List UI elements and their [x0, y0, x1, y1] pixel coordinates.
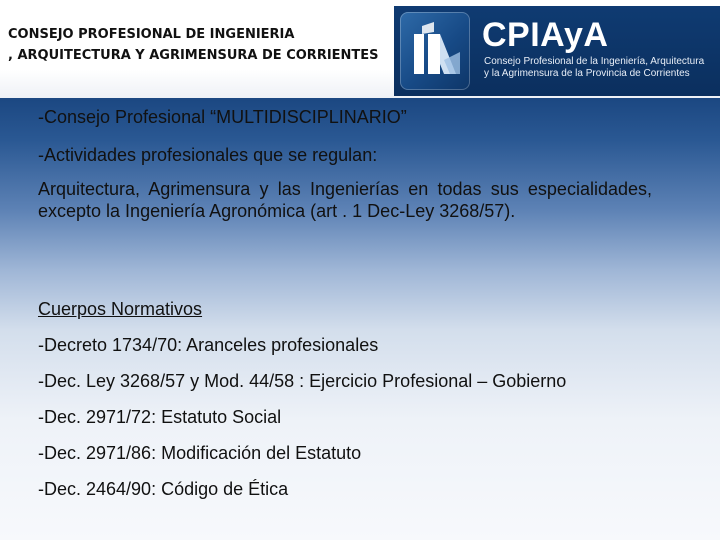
logo-subtitle-line-2: y la Agrimensura de la Provincia de Corrientes	[484, 68, 690, 79]
logo-subtitle	[484, 56, 716, 80]
norm-item: -Dec. Ley 3268/57 y Mod. 44/58 : Ejercicio Profesional – Gobierno	[38, 371, 567, 391]
org-title-line-1: CONSEJO PROFESIONAL DE INGENIERIA	[8, 27, 295, 42]
org-title	[8, 24, 398, 66]
header	[0, 0, 720, 98]
org-title-line-2: , ARQUITECTURA Y AGRIMENSURA DE CORRIENTES	[8, 48, 379, 63]
cpiaya-logo	[394, 6, 720, 96]
activities-paragraph: Arquitectura, Agrimensura y las Ingenierías en todas sus especialidades, excepto la Ingeniería Agronómica (art . 1 Dec-Ley 3268/57).	[38, 179, 652, 221]
activities-line: -Actividades profesionales que se regulan:	[38, 145, 378, 165]
section-title: Cuerpos Normativos	[38, 299, 203, 319]
norm-item: -Decreto 1734/70: Aranceles profesionales	[38, 335, 379, 355]
norm-item: -Dec. 2971/72: Estatuto Social	[38, 407, 282, 427]
logo-brand: CPIAyA	[482, 16, 609, 54]
logo-subtitle-line-1: Consejo Profesional de la Ingeniería, Arquitectura	[484, 56, 705, 67]
norm-item: -Dec. 2464/90: Código de Ética	[38, 479, 289, 499]
norm-item: -Dec. 2971/86: Modificación del Estatuto	[38, 443, 362, 463]
council-type-line: -Consejo Profesional “MULTIDISCIPLINARIO”	[38, 107, 407, 127]
cpiaya-logo-icon	[400, 12, 470, 90]
